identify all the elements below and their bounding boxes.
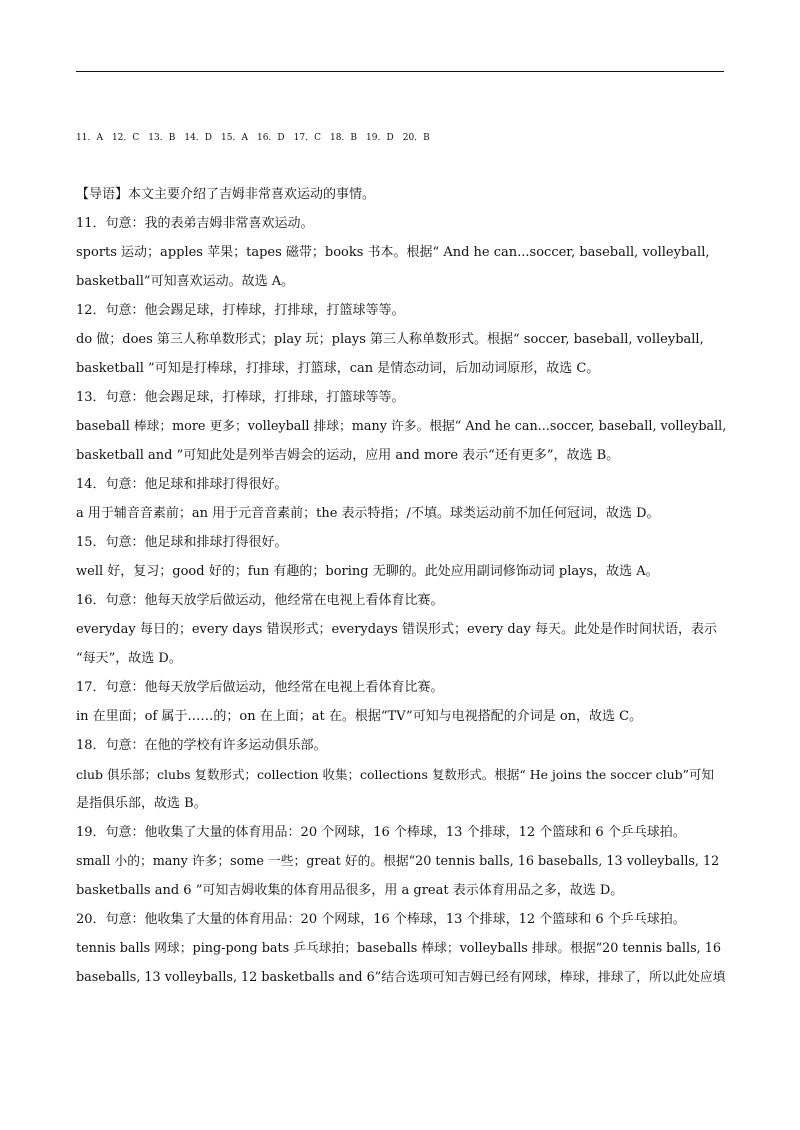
question-18-line-2: 是指俱乐部，故选 B。 <box>76 796 207 811</box>
question-14-title: 14．句意：他足球和排球打得很好。 <box>76 477 288 492</box>
question-12-title: 12．句意：他会踢足球，打棒球，打排球，打篮球等等。 <box>76 303 405 318</box>
question-13-line-1: baseball 棒球；more 更多；volleyball 排球；many 许多。根据“ And he can...soccer, baseball, volleyball, <box>76 419 727 434</box>
question-20-line-1: tennis balls 网球；ping-pong bats 乒乓球拍；baseballs 棒球；volleyballs 排球。根据“20 tennis balls, 16 <box>76 941 721 956</box>
question-11-line-1: sports 运动；apples 苹果；tapes 磁带；books 书本。根据“ And he can...soccer, baseball, volleyball, <box>76 245 710 260</box>
question-11-title: 11．句意：我的表弟吉姆非常喜欢运动。 <box>76 216 314 231</box>
question-18-title: 18．句意：在他的学校有许多运动俱乐部。 <box>76 738 327 753</box>
question-11-line-2: basketball”可知喜欢运动。故选 A。 <box>76 274 295 289</box>
question-20-line-2: baseballs, 13 volleyballs, 12 basketballs and 6”结合选项可知吉姆已经有网球，棒球，排球了，所以此处应填 <box>76 970 726 985</box>
question-18-line-1: club 俱乐部；clubs 复数形式；collection 收集；collections 复数形式。根据“ He joins the soccer club”可知 <box>76 767 715 782</box>
question-16-title: 16．句意：他每天放学后做运动，他经常在电视上看体育比赛。 <box>76 593 444 608</box>
guide-line: 【导语】本文主要介绍了吉姆非常喜欢运动的事情。 <box>76 187 376 202</box>
question-19-title: 19．句意：他收集了大量的体育用品：20 个网球，16 个棒球，13 个排球，12 个篮球和 6 个乒乓球拍。 <box>76 825 686 840</box>
question-17-line-1: in 在里面；of 属于……的；on 在上面；at 在。根据“TV”可知与电视搭配的介词是 on，故选 C。 <box>76 709 643 724</box>
question-19-line-1: small 小的；many 许多；some 一些；great 好的。根据“20 tennis balls, 16 baseballs, 13 volleyballs, 12 <box>76 854 720 869</box>
question-13-title: 13．句意：他会踢足球，打棒球，打排球，打篮球等等。 <box>76 390 405 405</box>
question-17-title: 17．句意：他每天放学后做运动，他经常在电视上看体育比赛。 <box>76 680 444 695</box>
header-rule <box>76 71 724 72</box>
question-14-line-1: a 用于辅音音素前；an 用于元音音素前；the 表示特指；/不填。球类运动前不加任何冠词，故选 D。 <box>76 506 660 521</box>
question-15-line-1: well 好，复习；good 好的；fun 有趣的；boring 无聊的。此处应用副词修饰动词 plays，故选 A。 <box>76 564 659 579</box>
explanation-body <box>76 185 726 997</box>
question-12-line-2: basketball ”可知是打棒球，打排球，打篮球，can 是情态动词，后加动词原形，故选 C。 <box>76 361 600 376</box>
question-16-line-1: everyday 每日的；every days 错误形式；everydays 错误形式；every day 每天。此处是作时间状语，表示 <box>76 622 717 637</box>
question-13-line-2: basketball and ”可知此处是列举吉姆会的运动，应用 and more 表示“还有更多”，故选 B。 <box>76 448 620 463</box>
question-15-title: 15．句意：他足球和排球打得很好。 <box>76 535 288 550</box>
question-20-title: 20．句意：他收集了大量的体育用品：20 个网球，16 个棒球，13 个排球，12 个篮球和 6 个乒乓球拍。 <box>76 912 686 927</box>
question-12-line-1: do 做；does 第三人称单数形式；play 玩；plays 第三人称单数形式。根据“ soccer, baseball, volleyball, <box>76 332 704 347</box>
answer-key: 11．A 12．C 13．B 14．D 15．A 16．D 17．C 18．B 19．D 20．B <box>76 133 430 143</box>
question-16-line-2: “每天”，故选 D。 <box>76 651 182 666</box>
question-19-line-2: basketballs and 6 ”可知吉姆收集的体育用品很多，用 a great 表示体育用品之多，故选 D。 <box>76 883 624 898</box>
